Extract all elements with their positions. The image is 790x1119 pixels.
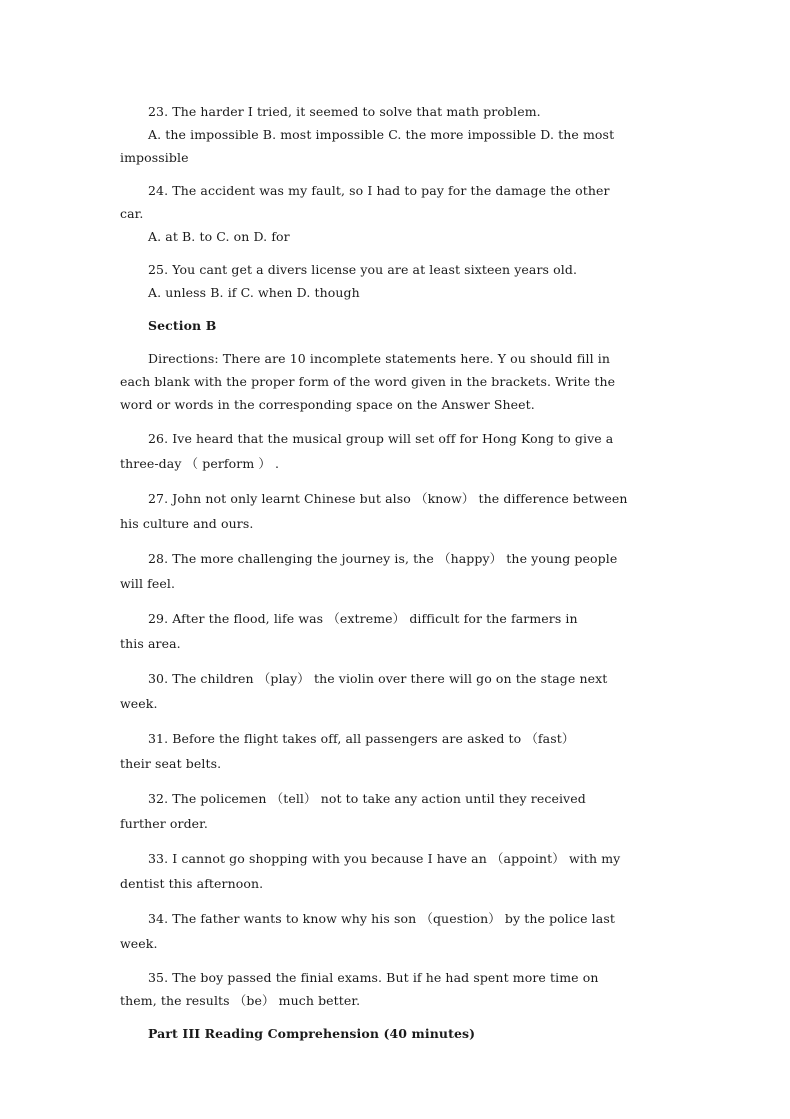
question-stem: 34. The father wants to know why his son （question） by the police last bbox=[148, 911, 615, 926]
question-stem: 31. Before the flight takes off, all passengers are asked to （fast） bbox=[148, 731, 575, 746]
question-28 bbox=[120, 546, 665, 596]
question-30 bbox=[120, 666, 665, 716]
question-stem-cont: week. bbox=[120, 936, 158, 951]
section-b-directions bbox=[120, 347, 665, 416]
question-stem-cont: their seat belts. bbox=[120, 756, 222, 771]
question-stem: 35. The boy passed the finial exams. But if he had spent more time on bbox=[148, 970, 599, 985]
question-32 bbox=[120, 786, 665, 836]
question-stem-cont: three-day （ perform ） . bbox=[120, 456, 280, 471]
question-stem: 28. The more challenging the journey is, the （happy） the young people bbox=[148, 551, 618, 566]
question-23 bbox=[120, 100, 665, 169]
question-stem: 29. After the flood, life was （extreme） difficult for the farmers in bbox=[148, 611, 578, 626]
question-26 bbox=[120, 426, 665, 476]
question-23-options: A. the impossible B. most impossible C. the more impossible D. the most bbox=[148, 127, 615, 142]
question-stem: 26. Ive heard that the musical group will set off for Hong Kong to give a bbox=[148, 431, 614, 446]
directions-line: word or words in the corresponding space on the Answer Sheet. bbox=[120, 397, 535, 412]
question-24 bbox=[120, 179, 665, 248]
question-24-stem-cont: car. bbox=[120, 206, 144, 221]
question-stem-cont: week. bbox=[120, 696, 158, 711]
question-stem: 32. The policemen （tell） not to take any action until they received bbox=[148, 791, 586, 806]
question-35 bbox=[120, 966, 665, 1012]
directions-line: Directions: There are 10 incomplete statements here. Y ou should fill in bbox=[148, 351, 611, 366]
question-stem: 27. John not only learnt Chinese but also （know） the difference between bbox=[148, 491, 628, 506]
directions-line: each blank with the proper form of the word given in the brackets. Write the bbox=[120, 374, 616, 389]
question-stem-cont: them, the results （be） much better. bbox=[120, 993, 361, 1008]
question-27 bbox=[120, 486, 665, 536]
question-29 bbox=[120, 606, 665, 656]
question-34 bbox=[120, 906, 665, 956]
question-stem: 33. I cannot go shopping with you because I have an （appoint） with my bbox=[148, 851, 621, 866]
question-stem-cont: further order. bbox=[120, 816, 208, 831]
question-24-stem: 24. The accident was my fault, so I had to pay for the damage the other bbox=[148, 183, 610, 198]
question-25 bbox=[120, 258, 665, 304]
part-3-heading: Part III Reading Comprehension (40 minutes) bbox=[148, 1026, 476, 1041]
section-b-heading: Section B bbox=[148, 318, 217, 333]
question-25-options: A. unless B. if C. when D. though bbox=[148, 285, 360, 300]
question-stem-cont: his culture and ours. bbox=[120, 516, 254, 531]
question-25-stem: 25. You cant get a divers license you are at least sixteen years old. bbox=[148, 262, 578, 277]
question-24-options: A. at B. to C. on D. for bbox=[148, 229, 290, 244]
question-stem: 30. The children （play） the violin over there will go on the stage next bbox=[148, 671, 608, 686]
question-33 bbox=[120, 846, 665, 896]
question-stem-cont: dentist this afternoon. bbox=[120, 876, 264, 891]
question-23-stem: 23. The harder I tried, it seemed to solve that math problem. bbox=[148, 104, 541, 119]
question-31 bbox=[120, 726, 665, 776]
question-23-options-cont: impossible bbox=[120, 150, 189, 165]
question-stem-cont: this area. bbox=[120, 636, 181, 651]
document-page bbox=[120, 100, 665, 1055]
question-stem-cont: will feel. bbox=[120, 576, 176, 591]
